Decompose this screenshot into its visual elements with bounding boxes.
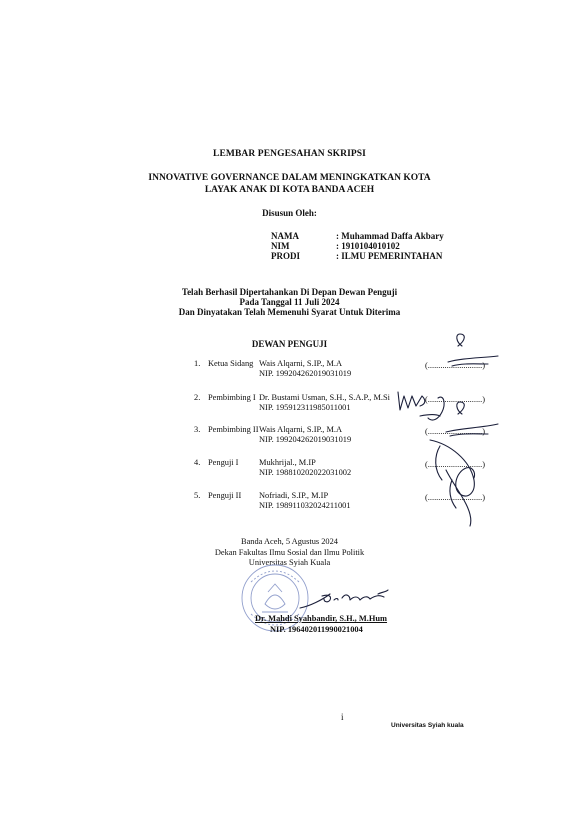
university-name: Universitas Syiah Kuala	[248, 558, 331, 567]
examiner-name: Dr. Bustami Usman, S.H., S.A.P., M.Si	[259, 393, 390, 402]
page-title: LEMBAR PENGESAHAN SKRIPSI	[213, 149, 366, 159]
examiner-nip: NIP. 199204262019031019	[259, 435, 352, 444]
student-nim-label: NIM	[271, 241, 290, 251]
thesis-title-line-2: LAYAK ANAK DI KOTA BANDA ACEH	[204, 185, 375, 195]
examiner-nip: NIP. 198810202022031002	[259, 468, 352, 477]
place-date: Banda Aceh, 5 Agustus 2024	[240, 537, 338, 546]
dean-title: Dekan Fakultas Ilmu Sosial dan Ilmu Politik	[214, 548, 365, 557]
examiner-nip: NIP. 195912311985011001	[259, 403, 351, 412]
examiner-number: 4.	[194, 458, 201, 467]
signature-blank: (..........................)	[425, 361, 486, 370]
examiner-name: Mukhrijal., M.IP	[259, 458, 316, 467]
defense-line-1: Telah Berhasil Dipertahankan Di Depan Dewan Penguji	[181, 287, 398, 297]
defense-line-2: Pada Tanggal 11 Juli 2024	[239, 297, 340, 307]
handwritten-signature-icon	[300, 334, 498, 608]
examiner-number: 1.	[194, 359, 201, 368]
examiner-role: Pembimbing I	[208, 393, 256, 402]
page-number: i	[341, 712, 344, 722]
thesis-title-line-1: INNOVATIVE GOVERNANCE DALAM MENINGKATKAN KOTA	[148, 173, 431, 183]
examiner-name: Wais Alqarni, S.IP., M.A	[259, 359, 343, 368]
examiner-role: Pembimbing II	[208, 425, 259, 434]
student-nim-value: : 1910104010102	[336, 241, 400, 251]
signature-blank: (..........................)	[425, 427, 486, 436]
examiner-nip: NIP. 198911032024211001	[259, 501, 351, 510]
dean-name: Dr. Mahdi Syahbandir, S.H., M.Hum	[255, 614, 388, 623]
dean-nip: NIP. 196402011990021004	[270, 625, 363, 634]
signature-blank: (..........................)	[425, 460, 486, 469]
signature-blank: (..........................)	[425, 493, 486, 502]
examiner-role: Penguji I	[208, 458, 239, 467]
examiner-nip: NIP. 199204262019031019	[259, 369, 352, 378]
examiner-role: Penguji II	[208, 491, 242, 500]
examiner-role: Ketua Sidang	[208, 359, 254, 368]
examiner-name: Wais Alqarni, S.IP., M.A	[259, 425, 343, 434]
student-prodi-label: PRODI	[271, 251, 300, 261]
compiled-by-label: Disusun Oleh:	[262, 208, 317, 218]
defense-line-3: Dan Dinyatakan Telah Memenuhi Syarat Untuk Diterima	[178, 307, 401, 317]
student-name-value: : Muhammad Daffa Akbary	[336, 231, 444, 241]
footer-text: Universitas Syiah kuala	[391, 722, 464, 729]
student-name-label: NAMA	[271, 231, 299, 241]
examiner-number: 2.	[194, 393, 201, 402]
examiner-name: Nofriadi, S.IP., M.IP	[259, 491, 329, 500]
examiner-number: 3.	[194, 425, 201, 434]
signature-blank: (..........................)	[425, 395, 486, 404]
student-prodi-value: : ILMU PEMERINTAHAN	[336, 251, 443, 261]
examiner-number: 5.	[194, 491, 201, 500]
board-heading: DEWAN PENGUJI	[251, 339, 328, 349]
